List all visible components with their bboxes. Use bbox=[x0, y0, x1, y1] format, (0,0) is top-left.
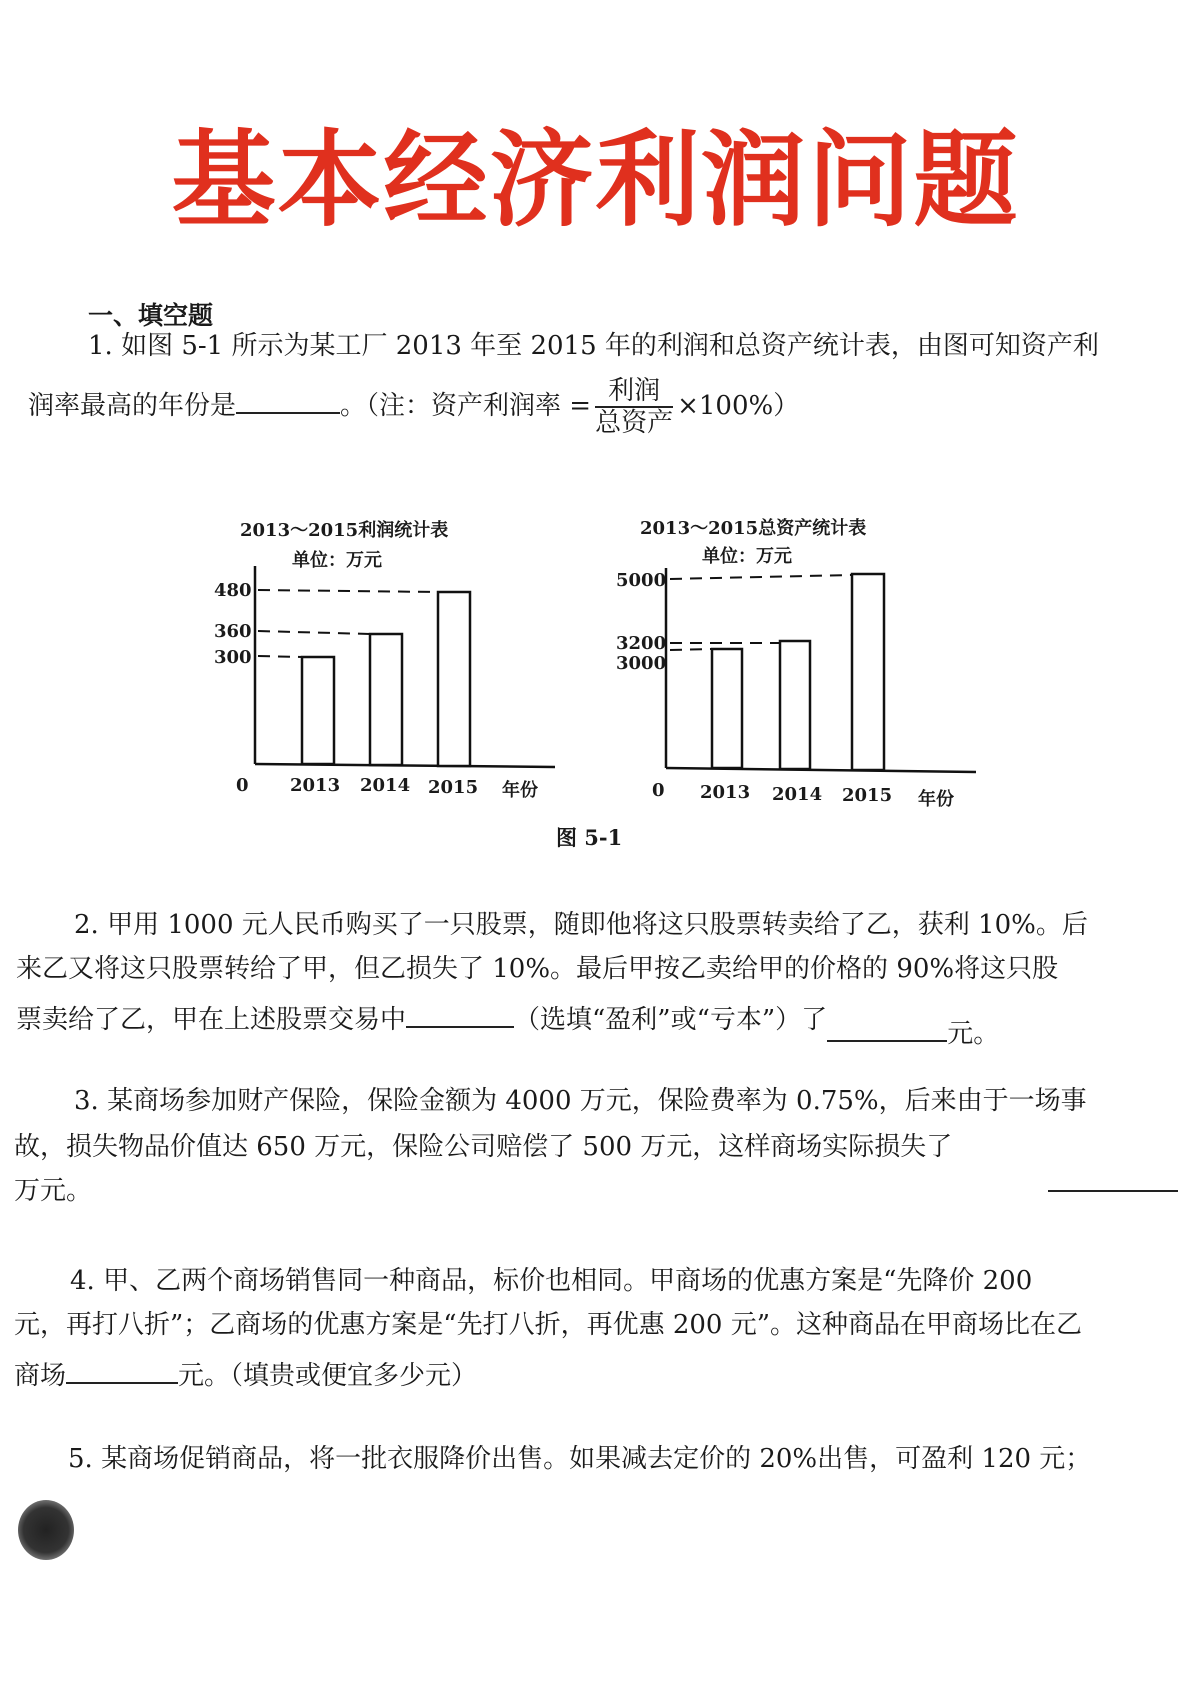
x-tick: 2014 bbox=[772, 784, 823, 805]
origin-label: 0 bbox=[652, 780, 665, 801]
question-3-line-3: 万元。 bbox=[14, 1176, 93, 1206]
y-tick: 3000 bbox=[616, 653, 667, 674]
origin-label: 0 bbox=[236, 775, 249, 796]
answer-blank-3[interactable] bbox=[1048, 1174, 1178, 1192]
answer-blank-1[interactable] bbox=[236, 386, 340, 414]
x-tick: 2015 bbox=[842, 785, 893, 806]
question-number: 1. bbox=[88, 331, 113, 361]
assets-bar-chart bbox=[600, 500, 1000, 810]
y-tick: 360 bbox=[214, 621, 252, 642]
y-tick: 300 bbox=[214, 647, 252, 668]
question-4-line-1: 4. 甲、乙两个商场销售同一种商品，标价也相同。甲商场的优惠方案是“先降价 200 bbox=[70, 1266, 1033, 1296]
x-tick: 2014 bbox=[360, 775, 411, 796]
profit-chart-svg bbox=[200, 500, 580, 810]
y-tick: 480 bbox=[214, 580, 252, 601]
question-2-line-3: 票卖给了乙，甲在上述股票交易中 （选填“盈利”或“亏本”）了 元。 bbox=[16, 1000, 999, 1033]
page-title: 基本经济利润问题 bbox=[171, 119, 1020, 241]
figure-caption: 图 5-1 bbox=[556, 825, 623, 850]
answer-blank-2b[interactable] bbox=[827, 1014, 947, 1042]
x-axis-label: 年份 bbox=[502, 780, 538, 801]
stamp-mark-icon bbox=[18, 1500, 74, 1560]
chart-title: 2013～2015总资产统计表 bbox=[640, 518, 867, 539]
question-1-line-1: 1. 如图 5-1 所示为某工厂 2013 年至 2015 年的利润和总资产统计表，由图可知资产利 bbox=[88, 331, 1099, 361]
question-2-line-1: 2. 甲用 1000 元人民币购买了一只股票，随即他将这只股票转卖给了乙，获利 10%。后 bbox=[74, 910, 1088, 940]
chart-unit: 单位：万元 bbox=[292, 550, 382, 571]
x-tick: 2013 bbox=[700, 782, 751, 803]
section-heading: 一、填空题 bbox=[88, 301, 214, 330]
question-3-line-1: 3. 某商场参加财产保险，保险金额为 4000 万元，保险费率为 0.75%，后来由于一场事 bbox=[74, 1086, 1087, 1116]
x-axis-label: 年份 bbox=[918, 789, 954, 810]
chart-unit: 单位：万元 bbox=[702, 546, 792, 567]
question-1-line-2: 润率最高的年份是 。（注：资产利润率 = $\frac{\text{利润}}{\text{总资产}}$ ×100%） bbox=[28, 376, 800, 438]
answer-blank-2a[interactable] bbox=[406, 1000, 514, 1028]
y-tick: 5000 bbox=[616, 570, 667, 591]
question-2-line-2: 来乙又将这只股票转给了甲，但乙损失了 10%。最后甲按乙卖给甲的价格的 90%将这只股 bbox=[16, 954, 1059, 984]
chart-title: 2013～2015利润统计表 bbox=[240, 520, 449, 541]
question-3-line-2: 故，损失物品价值达 650 万元，保险公司赔偿了 500 万元，这样商场实际损失了 bbox=[14, 1132, 953, 1162]
answer-blank-4[interactable] bbox=[66, 1356, 178, 1384]
formula-fraction: $\frac{\text{利润}}{\text{总资产}}$ bbox=[595, 376, 674, 438]
x-tick: 2015 bbox=[428, 777, 479, 798]
question-5-line-1: 5. 某商场促销商品，将一批衣服降价出售。如果减去定价的 20%出售，可盈利 120 元； bbox=[68, 1444, 1092, 1474]
profit-bar-chart bbox=[200, 500, 580, 810]
y-tick: 3200 bbox=[616, 633, 667, 654]
x-tick: 2013 bbox=[290, 775, 341, 796]
question-4-line-3: 商场 元。（填贵或便宜多少元） bbox=[14, 1356, 477, 1389]
question-4-line-2: 元，再打八折”；乙商场的优惠方案是“先打八折，再优惠 200 元”。这种商品在甲商场比在乙 bbox=[14, 1310, 1083, 1340]
